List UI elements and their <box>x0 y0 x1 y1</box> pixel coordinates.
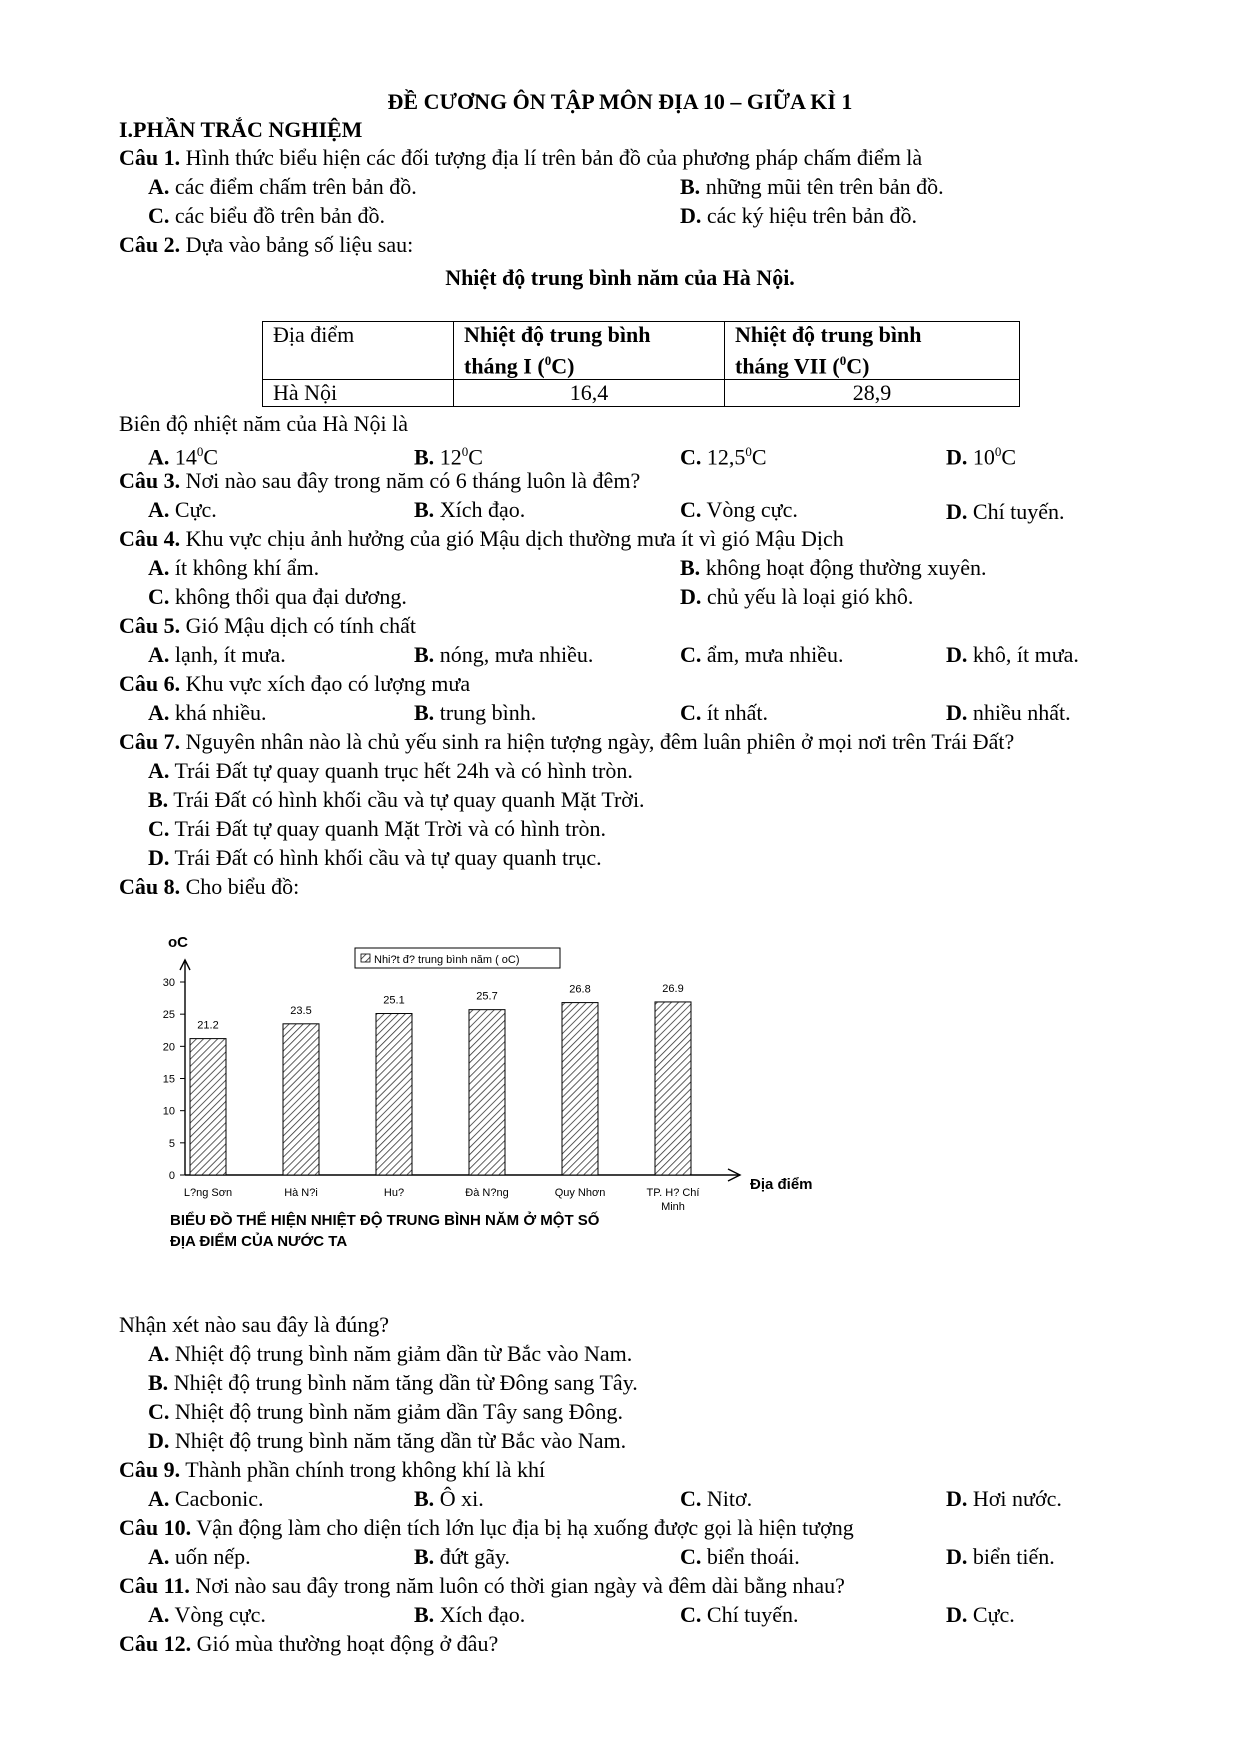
table-header-jul: Nhiệt độ trung bình tháng VII ($^0$C) <box>725 322 1020 380</box>
x-category-label: Đà N?ng <box>465 1187 509 1199</box>
question-11: Câu 11. Nơi nào sau đây trong năm luôn có thời gian ngày và đêm dài bằng nhau? <box>119 1573 845 1598</box>
q9-option-b: B. Ô xi. <box>414 1486 484 1511</box>
q5-option-b: B. nóng, mưa nhiều. <box>414 642 594 667</box>
table-cell-jul: 28,9 <box>725 380 1020 407</box>
bar-value-label: 21.2 <box>197 1019 219 1032</box>
q8-prompt: Nhận xét nào sau đây là đúng? <box>119 1312 390 1337</box>
bar <box>190 1039 226 1175</box>
question-7: Câu 7. Nguyên nhân nào là chủ yếu sinh ra hiện tượng ngày, đêm luân phiên ở mọi nơi trên Trái Đất? <box>119 729 1015 754</box>
question-3: Câu 3. Nơi nào sau đây trong năm có 6 tháng luôn là đêm? <box>119 468 641 493</box>
q7-option-c: C. Trái Đất tự quay quanh Mặt Trời và có hình tròn. <box>148 816 607 841</box>
bar-value-label: 25.1 <box>383 994 405 1007</box>
question-9: Câu 9. Thành phần chính trong không khí là khí <box>119 1457 546 1482</box>
q6-option-d: D. nhiều nhất. <box>946 700 1071 725</box>
y-ticks <box>163 977 185 1182</box>
table-cell-jan: 16,4 <box>454 380 725 407</box>
y-tick-label: 30 <box>162 977 175 989</box>
bar-value-label: 26.8 <box>569 983 591 996</box>
question-2: Câu 2. Dựa vào bảng số liệu sau: <box>119 232 414 257</box>
q8-option-a: A. Nhiệt độ trung bình năm giảm dần từ Bắc vào Nam. <box>148 1341 633 1366</box>
q2-option-c: C. 12,5$^0$C <box>680 444 767 470</box>
table-header-jan: Nhiệt độ trung bình tháng I ($^0$C) <box>454 322 725 380</box>
y-tick-label: 15 <box>162 1073 175 1086</box>
q3-option-b: B. Xích đạo. <box>414 497 526 522</box>
q10-option-a: A. uốn nếp. <box>148 1544 251 1569</box>
bar <box>655 1002 691 1175</box>
q5-option-c: C. ẩm, mưa nhiều. <box>680 642 844 667</box>
q5-option-a: A. lạnh, ít mưa. <box>148 642 286 667</box>
y-tick-label: 0 <box>168 1170 175 1182</box>
q4-option-c: C. không thổi qua đại dương. <box>148 584 407 609</box>
legend-swatch <box>361 954 370 962</box>
q3-option-c: C. Vòng cực. <box>680 497 798 522</box>
x-category-label: Hu? <box>383 1187 405 1199</box>
q2-option-a: A. $14^0C$ <box>148 444 219 470</box>
q7-option-a: A. Trái Đất tự quay quanh trục hết 24h và có hình tròn. <box>148 758 633 783</box>
bars <box>184 983 700 1213</box>
x-axis-label: Địa điểm <box>750 1176 813 1193</box>
question-4: Câu 4. Khu vực chịu ảnh hưởng của gió Mậu dịch thường mưa ít vì gió Mậu Dịch <box>119 526 844 551</box>
q3-option-d: D. Chí tuyến. <box>946 499 1065 524</box>
bar-value-label: 23.5 <box>290 1004 312 1017</box>
q4-option-b: B. không hoạt động thường xuyên. <box>680 555 987 580</box>
q3-option-a: A. Cực. <box>148 497 217 522</box>
legend <box>355 948 560 968</box>
question-6: Câu 6. Khu vực xích đạo có lượng mưa <box>119 671 471 696</box>
q1-option-d: D. các ký hiệu trên bản đồ. <box>680 203 918 228</box>
temperature-bar-chart <box>140 925 860 1275</box>
q7-option-d: D. Trái Đất có hình khối cầu và tự quay quanh trục. <box>148 845 602 870</box>
q6-option-b: B. trung bình. <box>414 700 537 725</box>
question-1 <box>119 144 922 172</box>
q2-prompt: Biên độ nhiệt năm của Hà Nội là <box>119 411 408 436</box>
q5-option-d: D. khô, ít mưa. <box>946 642 1079 667</box>
q9-option-d: D. Hơi nước. <box>946 1486 1062 1511</box>
q9-option-c: C. Nitơ. <box>680 1486 753 1511</box>
section-heading: I.PHẦN TRẮC NGHIỆM <box>119 117 363 142</box>
bar <box>283 1024 319 1175</box>
question-8: Câu 8. Cho biểu đồ: <box>119 874 300 899</box>
table-header-place: Địa điểm <box>263 322 454 380</box>
bar-value-label: 25.7 <box>476 990 498 1003</box>
q10-option-b: B. đứt gãy. <box>414 1544 511 1569</box>
bar <box>562 1003 598 1175</box>
chart-title-line-2: ĐỊA ĐIỂM CỦA NƯỚC TA <box>170 1233 348 1250</box>
q1-option-a: A. các điểm chấm trên bản đồ. <box>148 174 417 199</box>
question-text: Hình thức biểu hiện các đối tượng địa lí trên bản đồ của phương pháp chấm điểm là <box>180 145 923 170</box>
legend-label: Nhi?t đ? trung bình năm ( oC) <box>374 954 520 966</box>
bar <box>376 1014 412 1175</box>
bar-value-label: 26.9 <box>662 982 684 995</box>
question-12: Câu 12. Gió mùa thường hoạt động ở đâu? <box>119 1631 499 1656</box>
x-category-label: Minh <box>661 1201 685 1213</box>
q6-option-a: A. khá nhiều. <box>148 700 267 725</box>
q2-option-b: B. $12^0C$ <box>414 444 483 470</box>
q1-option-c: C. các biểu đồ trên bản đồ. <box>148 203 386 228</box>
q4-option-a: A. ít không khí ẩm. <box>148 555 320 580</box>
q11-option-c: C. Chí tuyến. <box>680 1602 799 1627</box>
y-tick-label: 10 <box>162 1105 175 1118</box>
q6-option-c: C. ít nhất. <box>680 700 768 725</box>
q4-option-d: D. chủ yếu là loại gió khô. <box>680 584 914 609</box>
q10-option-c: C. biển thoái. <box>680 1544 800 1569</box>
y-axis-label: oC <box>168 934 188 951</box>
q11-option-b: B. Xích đạo. <box>414 1602 526 1627</box>
q8-option-b: B. Nhiệt độ trung bình năm tăng dần từ Đông sang Tây. <box>148 1370 638 1395</box>
x-category-label: Hà N?i <box>284 1187 318 1199</box>
y-tick-label: 25 <box>162 1009 175 1022</box>
question-5: Câu 5. Gió Mậu dịch có tính chất <box>119 613 416 638</box>
chart-title-line-1: BIỂU ĐỒ THỂ HIỆN NHIỆT ĐỘ TRUNG BÌNH NĂM Ở MỘT SỐ <box>170 1212 600 1229</box>
q7-option-b: B. Trái Đất có hình khối cầu và tự quay quanh Mặt Trời. <box>148 787 645 812</box>
table-title: Nhiệt độ trung bình năm của Hà Nội. <box>445 265 795 290</box>
y-tick-label: 20 <box>162 1041 175 1054</box>
q8-option-c: C. Nhiệt độ trung bình năm giảm dần Tây sang Đông. <box>148 1399 623 1424</box>
question-label: Câu 1. <box>119 145 181 170</box>
q2-option-d: D. $10^0C$ <box>946 444 1017 470</box>
q8-option-d: D. Nhiệt độ trung bình năm tăng dần từ Bắc vào Nam. <box>148 1428 627 1453</box>
y-tick-label: 5 <box>168 1137 175 1150</box>
question-10: Câu 10. Vận động làm cho diện tích lớn lục địa bị hạ xuống được gọi là hiện tượng <box>119 1515 854 1540</box>
q10-option-d: D. biển tiến. <box>946 1544 1055 1569</box>
table-cell-place: Hà Nội <box>263 380 454 407</box>
x-category-label: Quy Nhơn <box>554 1187 606 1199</box>
q11-option-a: A. Vòng cực. <box>148 1602 266 1627</box>
x-category-label: L?ng Sơn <box>183 1187 233 1199</box>
bar <box>469 1010 505 1175</box>
temperature-table <box>262 321 1020 407</box>
q1-option-b: B. những mũi tên trên bản đồ. <box>680 174 944 199</box>
q11-option-d: D. Cực. <box>946 1602 1015 1627</box>
document-title: ĐỀ CƯƠNG ÔN TẬP MÔN ĐỊA 10 – GIỮA KÌ 1 <box>387 89 853 114</box>
x-category-label: TP. H? Chí <box>646 1187 700 1199</box>
q9-option-a: A. Cacbonic. <box>148 1486 264 1511</box>
